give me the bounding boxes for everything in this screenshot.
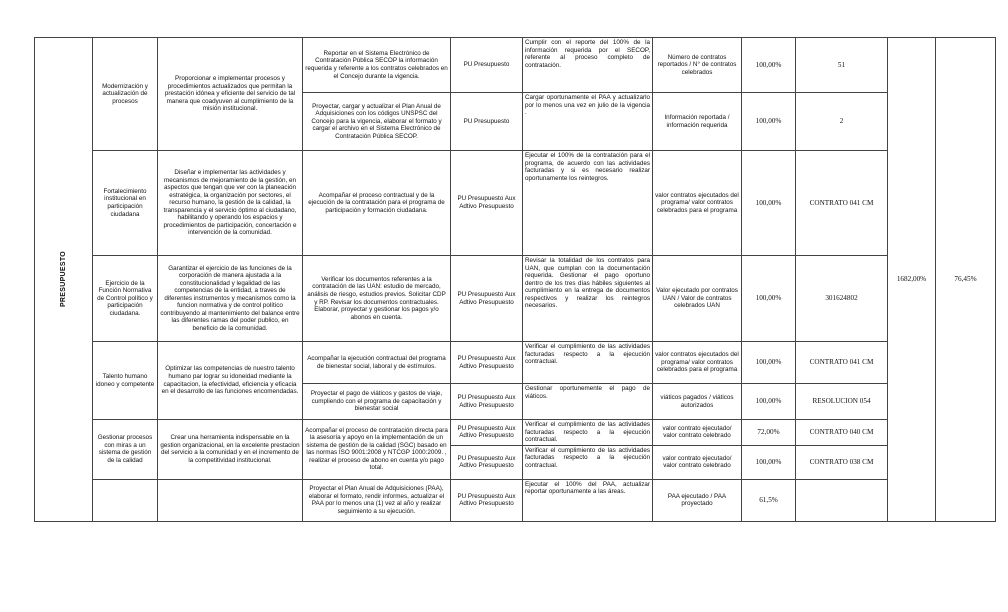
activity-cell: Proyectar el Plan Anual de Adquisiciones (PAA), elaborar el formato, rendir informes, actualizar el PAA por lo menos una (1) vez al año y realizar seguimiento a su ejecución. bbox=[303, 479, 451, 521]
percent-cell: 61,5% bbox=[742, 479, 796, 521]
responsible-cell: PU Presupuesto bbox=[451, 93, 523, 151]
result-cell: RESOLUCION 054 bbox=[796, 384, 888, 420]
indicator-cell: PAA ejecutado / PAA proyectado bbox=[653, 479, 742, 521]
indicator-cell: valor contrato ejecutado/ valor contrato celebrado bbox=[653, 420, 742, 446]
percent-cell: 100,00% bbox=[742, 342, 796, 384]
objective-cell: Garantizar el ejercicio de las funciones de la corporación de manera ajustada a la constitucionalidad y legalidad de las competencias de la entidad, a traves de diferentes instrumentos y mecanismos como la funcion normativa y de control político contribuyendo al mantenimiento del balance entre las diferentes ramas del poder publico, en beneficio de la comunidad. bbox=[158, 256, 303, 342]
result-cell: 2 bbox=[796, 93, 888, 151]
table-row bbox=[35, 342, 996, 384]
percent-cell: 72,00% bbox=[742, 420, 796, 446]
activity-cell: Acompañar la ejecución contractual del programa de bienestar social, laboral y de estímulos. bbox=[303, 342, 451, 384]
goal-cell: Revisar la totalidad de los contratos para UAN, que cumplan con la documentación requerida. Gestionar el pago oportuno dentro de los tres días hábiles siguientes al cumplimiento en la entrega de documentos respectivos y realizar los reintegros necesarios. bbox=[523, 256, 653, 342]
goal-cell: Verificar el cumplimiento de las actividades facturadas respecto a la ejecución contractual. bbox=[523, 420, 653, 446]
responsible-cell: PU Presupuesto Aux Adtivo Presupuesto bbox=[451, 479, 523, 521]
result-cell bbox=[796, 479, 888, 521]
objective-cell: Crear una herramienta indispensable en la gestion organizacional, en la excelente prestacion del servicio a la comunidad y en el incremento de la competitividad institucional. bbox=[158, 420, 303, 480]
activity-cell: Verificar los documentos referentes a la contratación de las UAN: estudio de mercado, análisis de riesgo, estudios previos. Solicitar CDP y RP. Revisar los documentos contractuales. Elaborar, proyectar y gestionar los pagos y/o abonos en cuenta. bbox=[303, 256, 451, 342]
goal-cell: Cargar oportunamente el PAA y actualizarlo por lo menos una vez en julio de la vigencia . bbox=[523, 93, 653, 151]
indicator-cell: valor contratos ejecutados del programa/ valor contratos celebrados para el programa bbox=[653, 151, 742, 256]
result-cell: 51 bbox=[796, 38, 888, 93]
percent-cell: 100,00% bbox=[742, 256, 796, 342]
result-cell: CONTRATO 038 CM bbox=[796, 445, 888, 479]
process-cell: Ejercicio de la Función Normativa de Control político y participación ciudadana. bbox=[93, 256, 158, 342]
total-sum-cell: 1682,00% bbox=[888, 38, 936, 522]
activity-cell: Acompañar el proceso de contratación directa para la asesoría y apoyo en la implementación de un sistema de gestión de la calidad (SGC) basado en las normas ISO 9001:2008 y NTCGP 1000:2009. , realizar el proceso de abono en cuenta y/o pago total. bbox=[303, 420, 451, 480]
objective-cell: Optimizar las competencias de nuestro talento humano par lograr su idoneidad mediante la capacitacion, la efectividad, eficiencia y eficacia en el desarrollo de las funciones encomendadas. bbox=[158, 342, 303, 420]
result-cell: 301624802 bbox=[796, 256, 888, 342]
responsible-cell: PU Presupuesto Aux Adtivo Presupuesto bbox=[451, 151, 523, 256]
table-row bbox=[35, 38, 996, 93]
responsible-cell: PU Presupuesto Aux Adtivo Presupuesto bbox=[451, 384, 523, 420]
indicator-cell: Número de contratos reportados / N° de contratos celebrados bbox=[653, 38, 742, 93]
goal-cell: Verificar el cumplimiento de las actividades facturadas respecto a la ejecución contractual. bbox=[523, 342, 653, 384]
budget-action-plan-table bbox=[34, 37, 996, 522]
section-label: PRESUPUESTO bbox=[59, 251, 67, 308]
indicator-cell: Información reportada / información requerida bbox=[653, 93, 742, 151]
process-cell: Modernización y actualización de procesos bbox=[93, 38, 158, 151]
objective-cell: Diseñar e implementar las actividades y mecanismos de mejoramiento de la gestión, en aspectos que tengan que ver con la planeación estratégica, la organización por sectores, el recurso humano, la gestión de la calidad, la transparencia y el servicio óptimo al ciudadano, habilitando y operando los espacios y procedimientos de participación, concertación e intervención de la comunidad. bbox=[158, 151, 303, 256]
percent-cell: 100,00% bbox=[742, 445, 796, 479]
table-row bbox=[35, 256, 996, 342]
goal-cell: Ejecutar el 100% del PAA, actualizar reportar oportunamente a las áreas. bbox=[523, 479, 653, 521]
responsible-cell: PU Presupuesto Aux Adtivo Presupuesto bbox=[451, 420, 523, 446]
indicator-cell: valor contrato ejecutado/ valor contrato celebrado bbox=[653, 445, 742, 479]
indicator-cell: Valor ejecutado por contratos UAN / Valor de contratos celebrados UAN bbox=[653, 256, 742, 342]
activity-cell: Acompañar el proceso contractual y de la ejecución de la contratación para el programa de participación y formación ciudadana. bbox=[303, 151, 451, 256]
table-row bbox=[35, 420, 996, 446]
result-cell: CONTRATO 040 CM bbox=[796, 420, 888, 446]
objective-cell bbox=[158, 479, 303, 521]
percent-cell: 100,00% bbox=[742, 38, 796, 93]
result-cell: CONTRATO 041 CM bbox=[796, 151, 888, 256]
responsible-cell: PU Presupuesto bbox=[451, 38, 523, 93]
objective-cell: Proporcionar e implementar procesos y procedimientos actualizados que permitan la prestación idónea y eficiente del servicio de tal manera que coadyuven al cumplimiento de la misión institucional. bbox=[158, 38, 303, 151]
process-cell: Gestionar procesos con miras a un sistema de gestión de la calidad bbox=[93, 420, 158, 480]
responsible-cell: PU Presupuesto Aux Adtivo Presupuesto bbox=[451, 342, 523, 384]
total-percent-cell: 76,45% bbox=[936, 38, 996, 522]
percent-cell: 100,00% bbox=[742, 151, 796, 256]
goal-cell: Cumplir con el reporte del 100% de la información requerida por el SECOP, referente al proceso completo de contratación. bbox=[523, 38, 653, 93]
activity-cell: Proyectar, cargar y actualizar el Plan Anual de Adquisiciones con los códigos UNSPSC del Concejo para la vigencia, elaborar el formato y cargar el archivo en el Sistema Electrónico de Contratación Pública SECOP. bbox=[303, 93, 451, 151]
goal-cell: Verificar el cumplimiento de las actividades facturadas respecto a la ejecución contractual. bbox=[523, 445, 653, 479]
percent-cell: 100,00% bbox=[742, 93, 796, 151]
section-label-cell bbox=[35, 38, 93, 522]
responsible-cell: PU Presupuesto Aux Adtivo Presupuesto bbox=[451, 445, 523, 479]
percent-cell: 100,00% bbox=[742, 384, 796, 420]
activity-cell: Proyectar el pago de viáticos y gastos de viaje, cumpliendo con el programa de capacitación y bienestar social bbox=[303, 384, 451, 420]
result-cell: CONTRATO 041 CM bbox=[796, 342, 888, 384]
goal-cell: Gestionar oportunemente el pago de viáticos. bbox=[523, 384, 653, 420]
indicator-cell: viáticos pagados / viáticos autorizados bbox=[653, 384, 742, 420]
goal-cell: Ejecutar el 100% de la contratación para el programa, de acuerdo con las actividades facturadas y si es necesario realizar oportunamente los reintegros. bbox=[523, 151, 653, 256]
table-row bbox=[35, 151, 996, 256]
table-row bbox=[35, 479, 996, 521]
process-cell: Fortalecimiento institucional en participación ciudadana bbox=[93, 151, 158, 256]
process-cell: Talento humano idoneo y competente bbox=[93, 342, 158, 420]
activity-cell: Reportar en el Sistema Electrónico de Contratación Pública SECOP la información requerida y referente a los contratos celebrados en el Concejo durante la vigencia. bbox=[303, 38, 451, 93]
indicator-cell: valor contratos ejecutados del programa/ valor contratos celebrados para el programa bbox=[653, 342, 742, 384]
process-cell bbox=[93, 479, 158, 521]
responsible-cell: PU Presupuesto Aux Adtivo Presupuesto bbox=[451, 256, 523, 342]
